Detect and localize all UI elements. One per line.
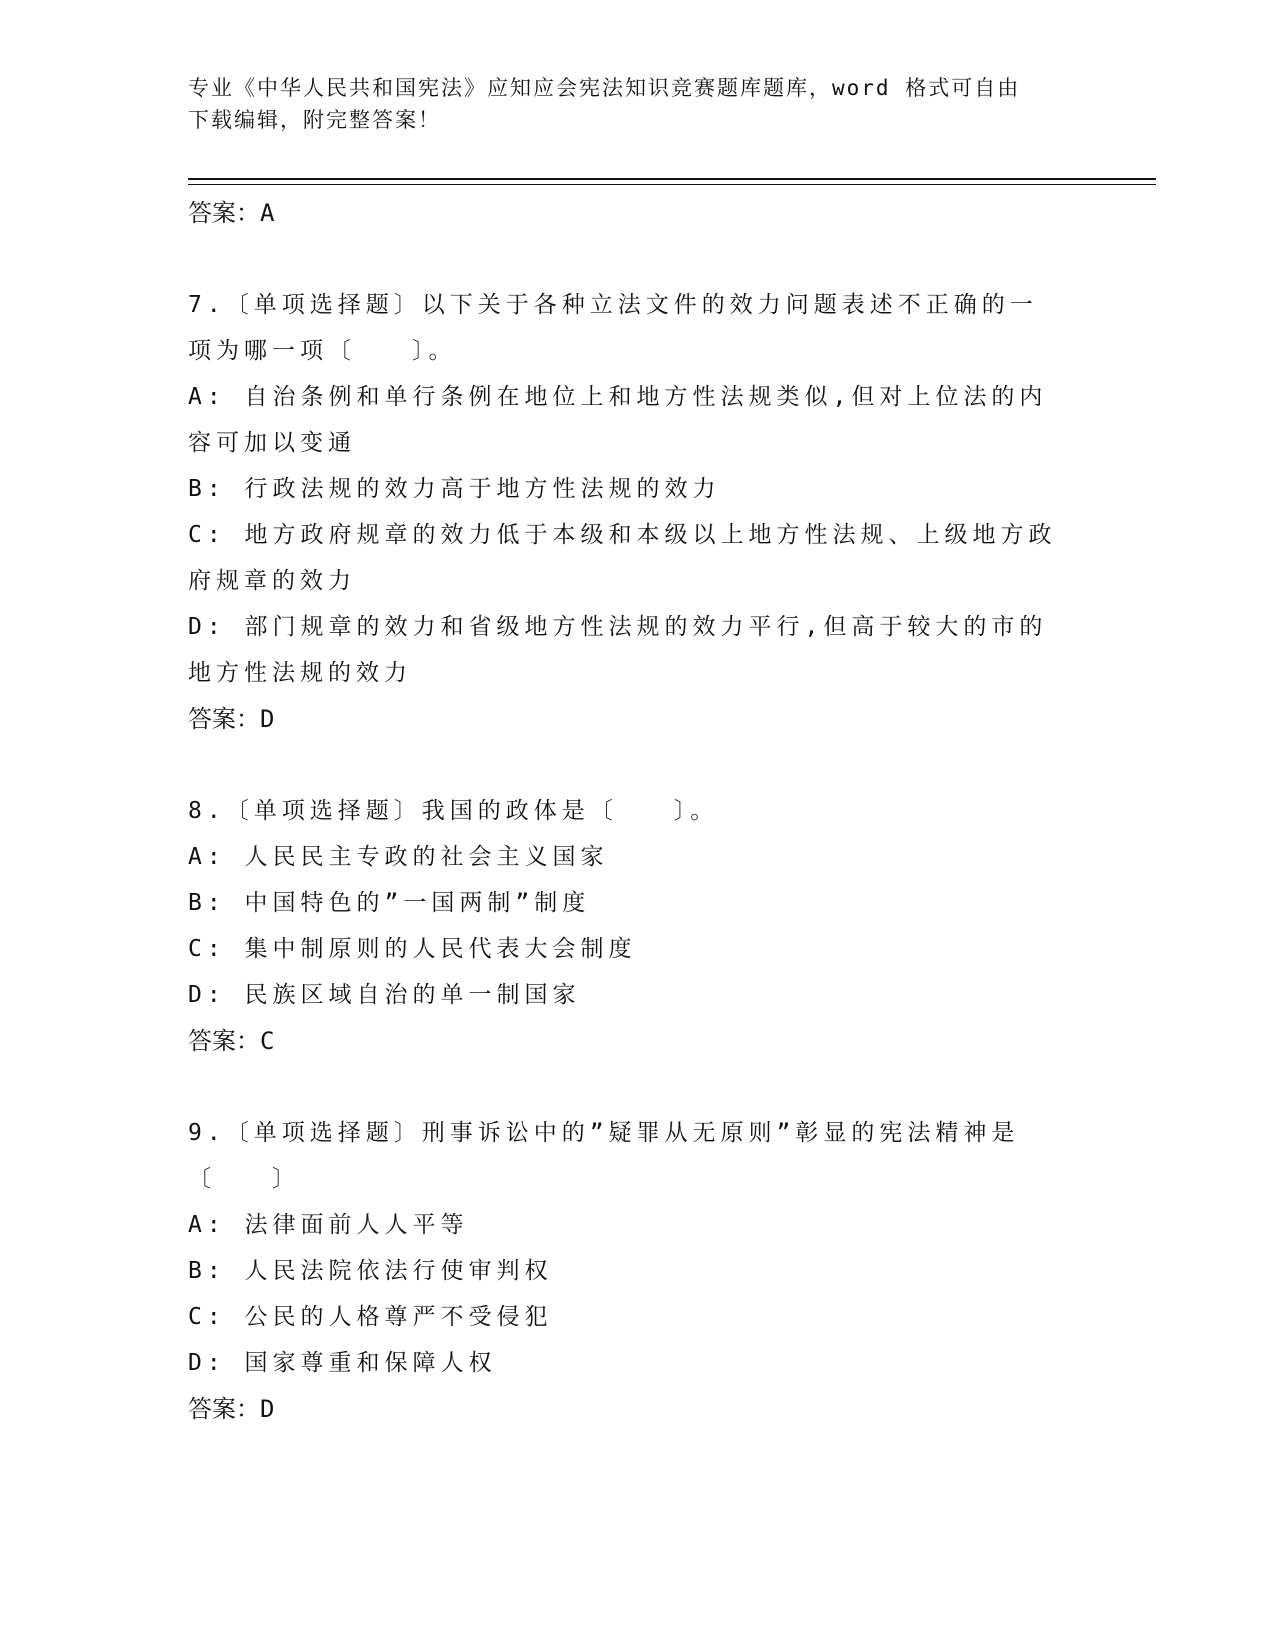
option-a-cont: 容可加以变通	[188, 430, 356, 456]
option-c-cont: 府规章的效力	[188, 568, 356, 594]
option-d: D: 国家尊重和保障人权	[188, 1350, 497, 1376]
spacer	[188, 1064, 1088, 1110]
spacer	[188, 236, 1088, 282]
option-b: B: 行政法规的效力高于地方性法规的效力	[188, 476, 721, 502]
option-b: B: 人民法院依法行使审判权	[188, 1258, 553, 1284]
answer-line	[188, 190, 1088, 236]
option-a: A: 自治条例和单行条例在地位上和地方性法规类似,但对上位法的内	[188, 384, 1048, 410]
header-divider-thin	[188, 184, 1156, 185]
answer-value: C	[260, 1027, 275, 1055]
question-stem: 7.〔单项选择题〕以下关于各种立法文件的效力问题表述不正确的一	[188, 292, 1038, 318]
spacer	[188, 742, 1088, 788]
option-d-cont: 地方性法规的效力	[188, 660, 412, 686]
question-list	[188, 190, 1088, 1432]
option-c: C: 地方政府规章的效力低于本级和本级以上地方性法规、上级地方政	[188, 522, 1057, 548]
option-a: A: 人民民主专政的社会主义国家	[188, 844, 609, 870]
header-line-1: 专业《中华人民共和国宪法》应知应会宪法知识竞赛题库题库，word 格式可自由	[188, 76, 1021, 100]
answer-line	[188, 1018, 1088, 1064]
question-stem: 8.〔单项选择题〕我国的政体是〔 〕。	[188, 798, 719, 824]
question-block-8	[188, 788, 1088, 1064]
header-divider-thick	[188, 178, 1156, 180]
option-a: A: 法律面前人人平等	[188, 1212, 469, 1238]
question-stem-cont: 项为哪一项〔 〕。	[188, 338, 457, 364]
question-block-7	[188, 282, 1088, 742]
option-d: D: 民族区域自治的单一制国家	[188, 982, 581, 1008]
question-stem-cont: 〔 〕	[188, 1166, 300, 1192]
answer-value: D	[260, 1395, 275, 1423]
question-stem: 9.〔单项选择题〕刑事诉讼中的”疑罪从无原则”彰显的宪法精神是	[188, 1120, 1020, 1146]
question-block-9	[188, 1110, 1088, 1432]
answer-label: 答案：	[188, 705, 260, 733]
answer-line	[188, 696, 1088, 742]
answer-line	[188, 1386, 1088, 1432]
option-c: C: 公民的人格尊严不受侵犯	[188, 1304, 553, 1330]
header-line-2: 下载编辑，附完整答案！	[188, 108, 441, 132]
answer-label: 答案：	[188, 1395, 260, 1423]
answer-label: 答案：	[188, 199, 260, 227]
option-b: B: 中国特色的”一国两制”制度	[188, 890, 591, 916]
answer-label: 答案：	[188, 1027, 260, 1055]
answer-value: D	[260, 705, 275, 733]
option-c: C: 集中制原则的人民代表大会制度	[188, 936, 637, 962]
option-d: D: 部门规章的效力和省级地方性法规的效力平行,但高于较大的市的	[188, 614, 1048, 640]
answer-value: A	[260, 199, 275, 227]
document-header	[188, 72, 1088, 136]
